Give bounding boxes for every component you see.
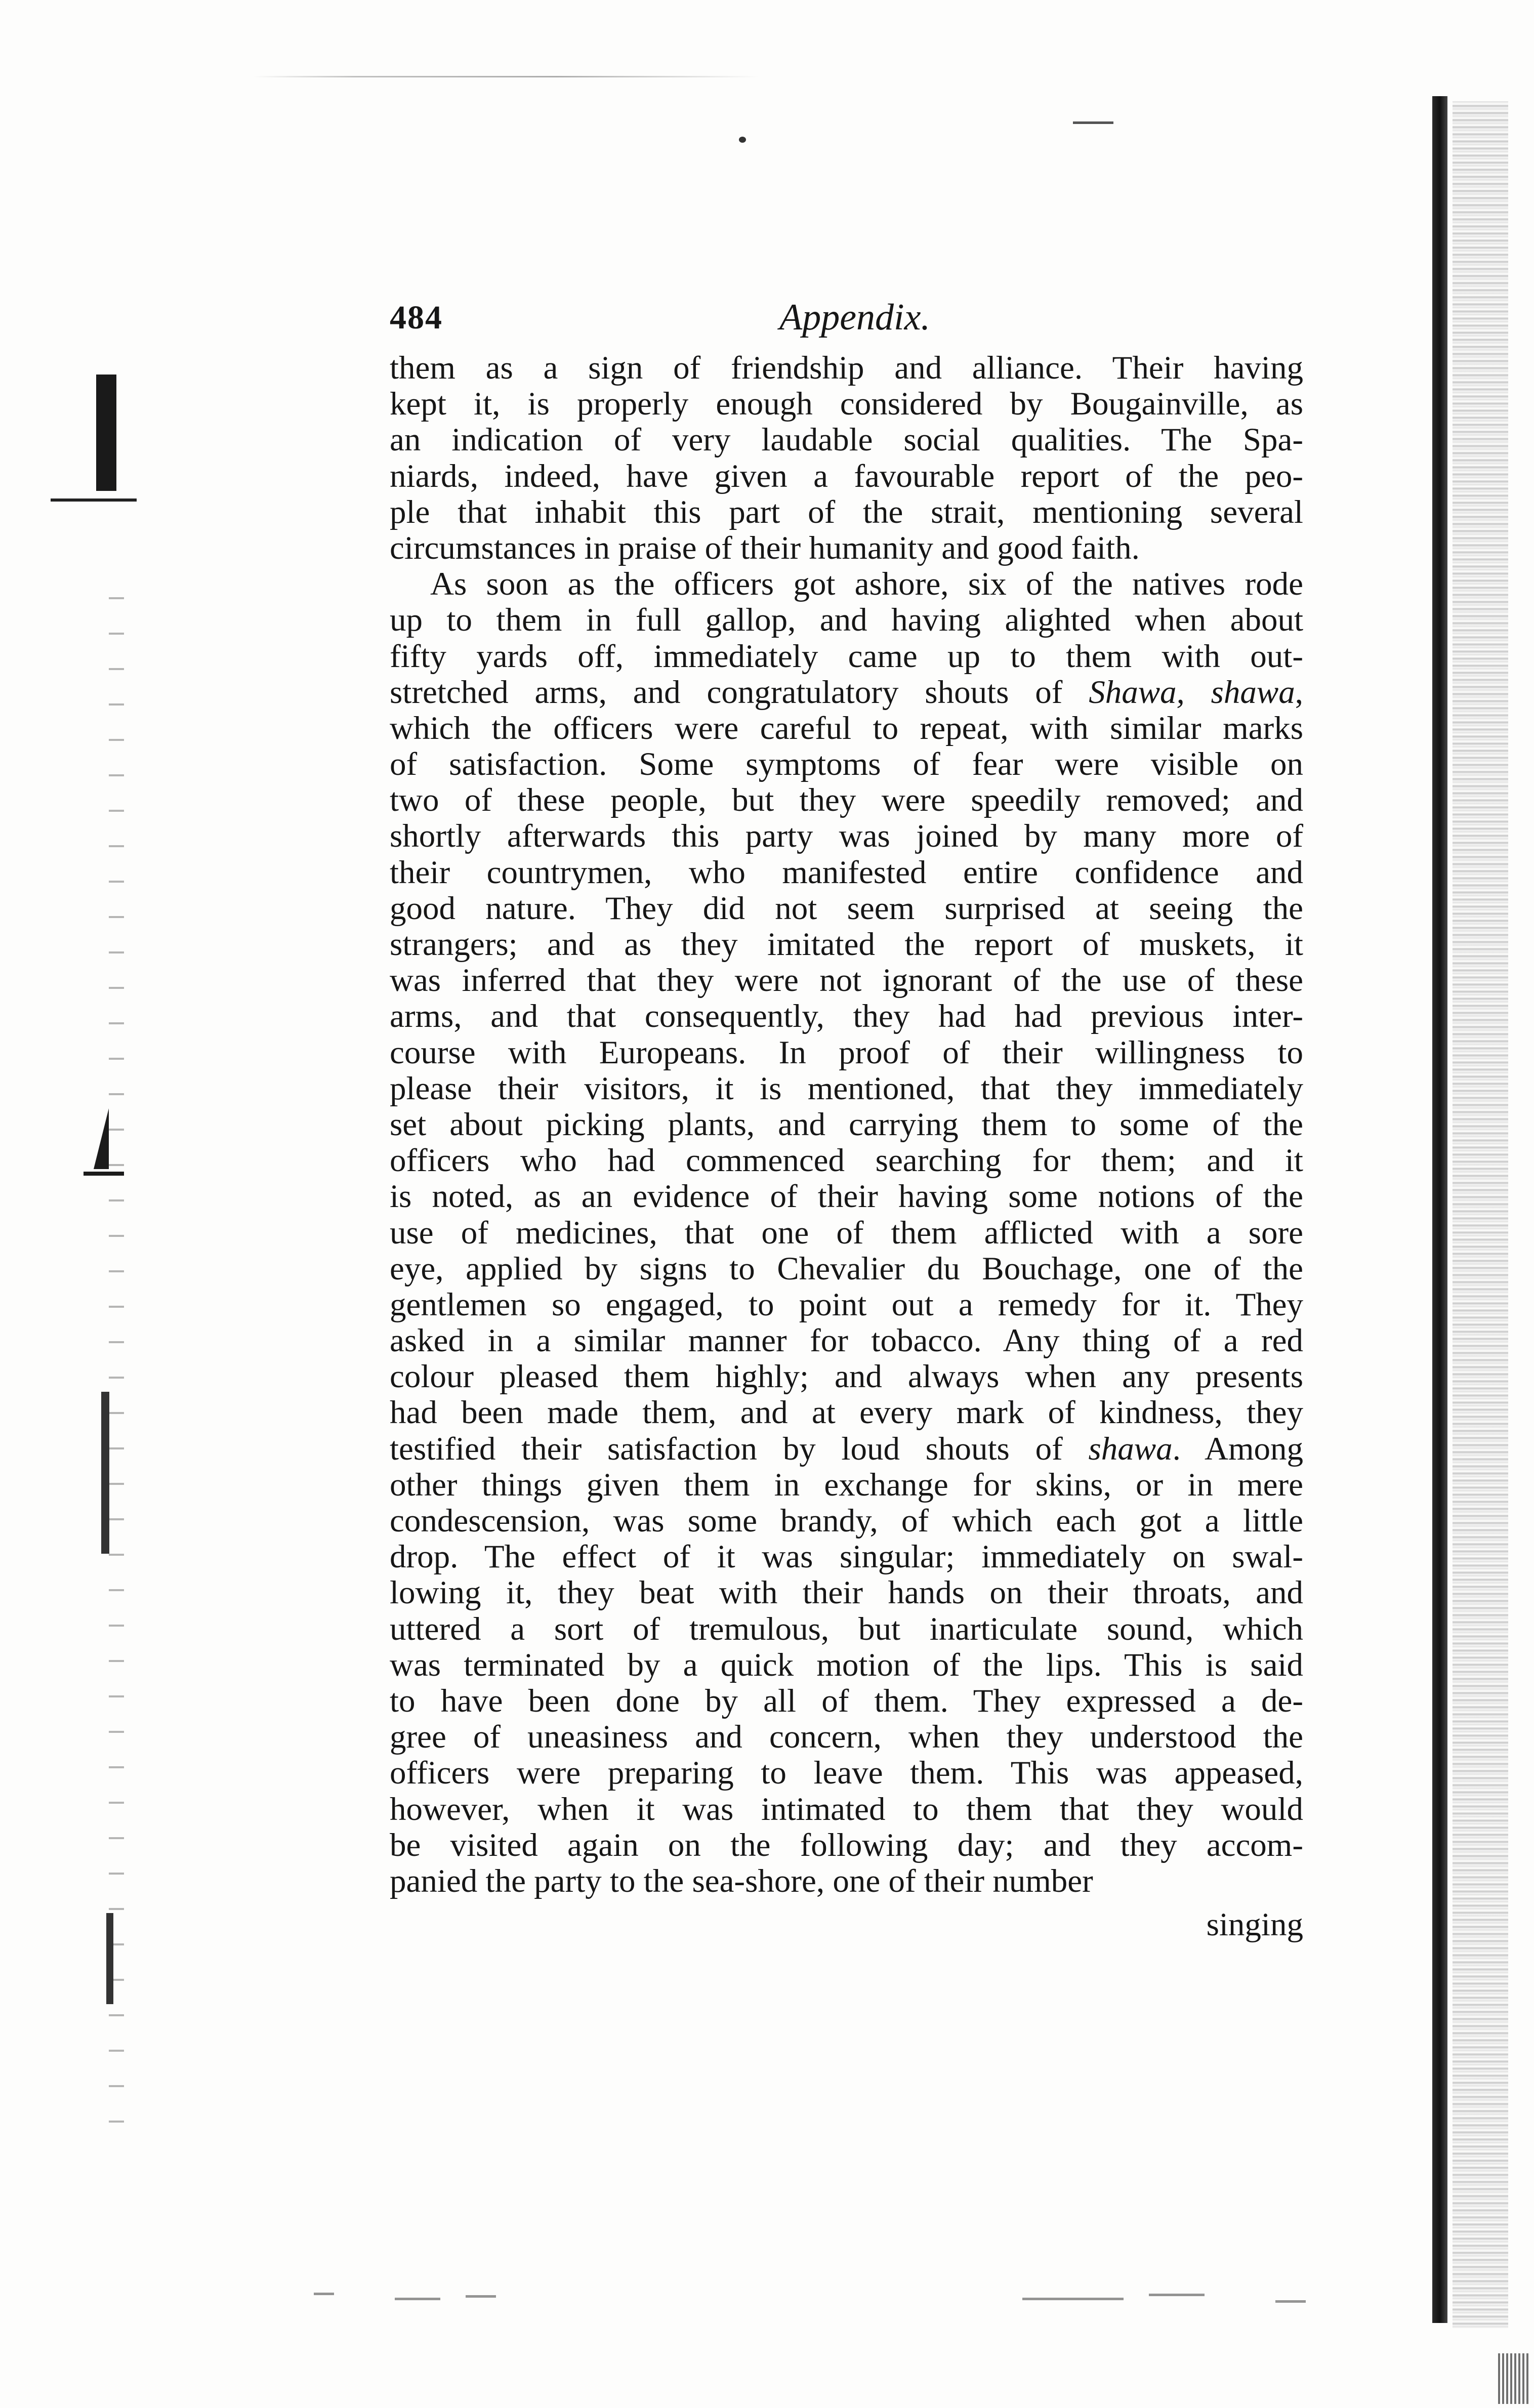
- text-line: of satisfaction. Some symptoms of fear were visible on: [390, 746, 1303, 783]
- paragraph: [390, 566, 1303, 1899]
- text-line: circumstances in praise of their humanity and good faith.: [390, 529, 1140, 566]
- running-head: Appendix.: [779, 297, 930, 338]
- text-line: be visited again on the following day; and they accom-: [390, 1826, 1303, 1863]
- text-line: course with Europeans. In proof of their willingness to: [390, 1034, 1303, 1071]
- text-line: asked in a similar manner for tobacco. Any thing of a red: [390, 1322, 1303, 1359]
- text-line: good nature. They did not seem surprised at seeing the: [390, 890, 1303, 927]
- scan-dot-top: [739, 137, 746, 143]
- text-line: was terminated by a quick motion of the lips. This is said: [390, 1646, 1303, 1683]
- body-text: [390, 350, 1303, 1899]
- text-line: other things given them in exchange for skins, or in mere: [390, 1466, 1303, 1503]
- catchword: singing: [1206, 1906, 1303, 1943]
- text-line: fifty yards off, immediately came up to them with out-: [390, 638, 1303, 675]
- left-margin-mark: [84, 1108, 124, 1184]
- page-gutter-shadow: [1432, 96, 1447, 2323]
- text-line: testified their satisfaction by loud shouts of shawa. Among: [390, 1430, 1303, 1467]
- page-corner-mark: [1498, 2353, 1528, 2404]
- text-block: [390, 278, 1303, 1945]
- text-line: them as a sign of friendship and alliance. Their having: [390, 350, 1303, 386]
- text-line: shortly afterwards this party was joined by many more of: [390, 818, 1303, 855]
- page-number: 484: [390, 299, 443, 336]
- text-line: up to them in full gallop, and having alighted when about: [390, 602, 1303, 639]
- text-line: is noted, as an evidence of their having some notions of the: [390, 1178, 1303, 1215]
- text-line: which the officers were careful to repeat, with similar marks: [390, 710, 1303, 746]
- scan-smudge-top: [253, 76, 759, 77]
- text-line: niards, indeed, have given a favourable report of the peo-: [390, 458, 1303, 494]
- text-line: gentlemen so engaged, to point out a remedy for it. They: [390, 1286, 1303, 1323]
- page-edge-speckle: [1453, 101, 1508, 2328]
- text-line: however, when it was intimated to them that they would: [390, 1791, 1303, 1828]
- text-line: uttered a sort of tremulous, but inarticulate sound, which: [390, 1610, 1303, 1647]
- left-margin-bar-lower: [106, 1913, 113, 2004]
- text-line: use of medicines, that one of them afflicted with a sore: [390, 1214, 1303, 1251]
- text-line: stretched arms, and congratulatory shouts of Shawa, shawa,: [390, 674, 1303, 711]
- text-line: arms, and that consequently, they had had previous inter-: [390, 998, 1303, 1035]
- scan-mark-top-right: [1073, 121, 1113, 124]
- text-line: strangers; and as they imitated the report of muskets, it: [390, 926, 1303, 963]
- text-line: drop. The effect of it was singular; immediately on swal-: [390, 1539, 1303, 1575]
- text-line: officers were preparing to leave them. This was appeased,: [390, 1755, 1303, 1792]
- text-line: was inferred that they were not ignorant of the use of these: [390, 962, 1303, 999]
- text-line: condescension, was some brandy, of which each got a little: [390, 1503, 1303, 1539]
- text-line: gree of uneasiness and concern, when they understood the: [390, 1719, 1303, 1756]
- text-line: ple that inhabit this part of the strait, mentioning several: [390, 493, 1303, 530]
- text-line: eye, applied by signs to Chevalier du Bouchage, one of the: [390, 1250, 1303, 1287]
- text-line: set about picking plants, and carrying them to some of the: [390, 1106, 1303, 1143]
- text-line: officers who had commenced searching for them; and it: [390, 1142, 1303, 1179]
- page-header: [390, 278, 1303, 354]
- scan-marks-bottom: [314, 2282, 1427, 2313]
- text-line: an indication of very laudable social qualities. The Spa-: [390, 422, 1303, 459]
- text-line: had been made them, and at every mark of kindness, they: [390, 1394, 1303, 1431]
- binding-tab-mark: [51, 375, 137, 506]
- text-line: lowing it, they beat with their hands on their throats, and: [390, 1574, 1303, 1611]
- text-line: colour pleased them highly; and always when any presents: [390, 1358, 1303, 1395]
- text-line: kept it, is properly enough considered by Bougainville, as: [390, 386, 1303, 423]
- text-line: to have been done by all of them. They expressed a de-: [390, 1682, 1303, 1719]
- text-line: two of these people, but they were speedily removed; and: [390, 782, 1303, 819]
- paragraph: [390, 350, 1303, 566]
- text-line: As soon as the officers got ashore, six of the natives rode: [430, 566, 1303, 603]
- text-line: please their visitors, it is mentioned, that they immediately: [390, 1070, 1303, 1107]
- text-line: their countrymen, who manifested entire confidence and: [390, 854, 1303, 891]
- text-line: panied the party to the sea-shore, one of their number: [390, 1862, 1093, 1899]
- left-margin-bar: [101, 1392, 109, 1554]
